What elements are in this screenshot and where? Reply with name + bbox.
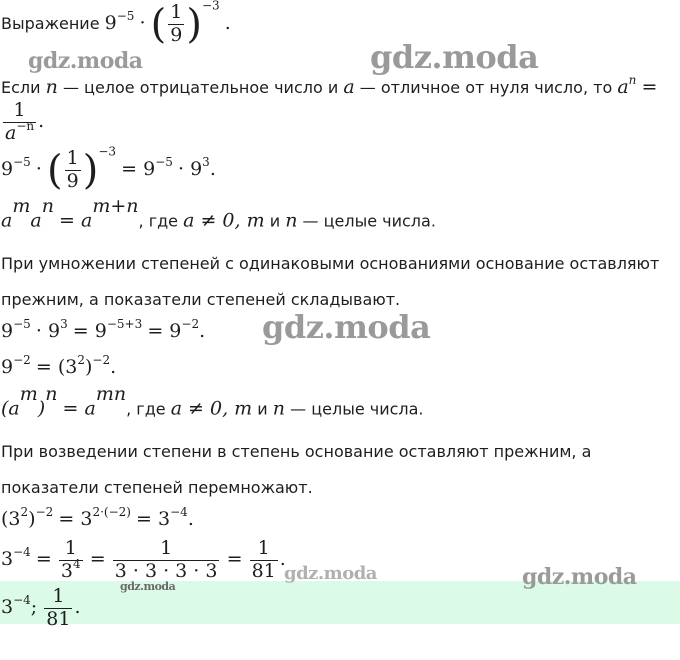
step5-fraction-3 <box>250 538 278 583</box>
step5-f1-den-exp: 4 <box>73 556 81 571</box>
rule3-cond: a ≠ 0, m <box>170 397 253 420</box>
rule3-open: (a <box>1 397 20 420</box>
step2-e4: −2 <box>181 317 200 331</box>
step2-b1: 9 <box>1 320 14 342</box>
step4-eq2: = 3 <box>136 508 171 530</box>
step2-e1: −5 <box>13 317 31 331</box>
step3-line <box>1 353 117 378</box>
rule1-frac-den-base: a <box>5 121 17 144</box>
intro-frac-den: 9 <box>170 23 183 46</box>
step5-b: 3 <box>1 547 14 570</box>
rule1-frac-num: 1 <box>3 100 36 123</box>
step4-end: . <box>187 508 194 530</box>
step4-open: (3 <box>1 508 21 530</box>
step2-eq1: = 9 <box>72 320 107 342</box>
rule1-fraction-line <box>1 100 44 145</box>
rule2-m: m <box>12 195 31 217</box>
answer-frac-num: 1 <box>44 586 72 609</box>
step5-f2-num: 1 <box>113 538 220 561</box>
step3-end: . <box>110 356 117 378</box>
step5-eq2: = <box>89 547 106 570</box>
watermark: gdz.moda <box>284 563 377 584</box>
step2-end: . <box>199 320 206 342</box>
rule3-close: ) <box>37 397 46 420</box>
step2-line <box>1 317 206 342</box>
watermark: gdz.moda <box>262 308 431 346</box>
step5-fraction-2 <box>113 538 220 583</box>
step5-line <box>1 538 286 583</box>
rule3-n: n <box>45 383 58 405</box>
answer-end: . <box>74 595 81 618</box>
rule2-mn: m+n <box>92 195 139 217</box>
rule1-var-n: n <box>45 76 58 98</box>
rule1-frac-den-exp: −n <box>16 118 35 133</box>
answer-fraction <box>44 586 72 631</box>
step1-paren-open: ( <box>47 147 63 194</box>
intro-end: . <box>224 11 231 34</box>
rule2-text: , где <box>138 211 178 231</box>
rule2-cond: a ≠ 0, m <box>183 209 265 232</box>
step4-e2: −2 <box>35 505 54 519</box>
para1-line1: При умножении степеней с одинаковыми основаниями основание оставляют <box>1 254 660 273</box>
answer-line <box>1 586 81 631</box>
step4-close: ) <box>28 508 36 530</box>
step2-e3: −5+3 <box>106 317 143 331</box>
intro-paren-close: ) <box>186 1 202 48</box>
step3-b1: 9 <box>1 356 14 378</box>
step1-exp: −5 <box>13 154 31 169</box>
step1-end: . <box>209 157 216 180</box>
watermark: gdz.moda <box>370 38 539 76</box>
step4-eq1: = 3 <box>58 508 93 530</box>
step5-f1-den: 3 <box>60 559 73 582</box>
intro-fraction <box>168 2 184 47</box>
step3-e3: −2 <box>92 353 111 367</box>
para2-line2: показатели степеней перемножают. <box>1 478 313 497</box>
rule2-n: n <box>41 195 54 217</box>
rule3-mn: mn <box>95 383 127 405</box>
rule1-fraction <box>3 100 36 145</box>
step3-e1: −2 <box>13 353 31 367</box>
answer-sep: ; <box>30 595 38 618</box>
step1-exp2: −3 <box>98 144 117 159</box>
rule2-a2: a <box>30 209 42 232</box>
intro-frac-num: 1 <box>170 1 183 23</box>
step5-f3-den: 81 <box>251 559 276 582</box>
step5-eq3: = <box>226 547 243 570</box>
step2-m1: · 9 <box>35 320 61 342</box>
step1-exp3: −5 <box>155 154 173 169</box>
step4-e1: 2 <box>20 505 29 519</box>
rule3-tail: — целые числа. <box>290 399 424 419</box>
step4-line <box>1 505 194 530</box>
step3-eq: = (3 <box>35 356 78 378</box>
step1-paren-close: ) <box>82 147 99 194</box>
rule2-a1: a <box>1 209 13 232</box>
rule1-text-after: — отличное от нуля число, то <box>359 78 613 97</box>
answer-base: 3 <box>1 595 14 618</box>
rule2-eq: = a <box>59 209 93 232</box>
intro-label: Выражение <box>1 13 100 33</box>
step5-e: −4 <box>13 544 31 559</box>
watermark: gdz.moda <box>120 580 176 593</box>
step5-f3-num: 1 <box>250 538 278 561</box>
watermark: gdz.moda <box>522 564 637 590</box>
step4-e4: −4 <box>170 505 188 519</box>
rule2-tail: — целые числа. <box>302 211 436 231</box>
rule1-text-mid: — целое отрицательное число и <box>62 78 339 97</box>
intro-exp2: −3 <box>201 0 220 13</box>
intro-paren-open: ( <box>150 1 167 48</box>
intro-line <box>1 2 231 47</box>
step2-eq2: = 9 <box>147 320 182 342</box>
watermark: gdz.moda <box>28 48 143 74</box>
para1-line2: прежним, а показатели степеней складывают. <box>1 290 401 309</box>
step5-f2-den: 3 · 3 · 3 · 3 <box>114 559 218 582</box>
rule3-n2: n <box>272 397 286 420</box>
rule1-end: . <box>38 109 45 132</box>
step1-line <box>1 144 216 194</box>
step3-close: ) <box>85 356 93 378</box>
rule3-m: m <box>19 383 38 405</box>
rule3-and: и <box>257 399 268 419</box>
step4-e3: 2·(−2) <box>92 505 131 519</box>
step1-mid: · 9 <box>178 157 203 180</box>
step1-dot: · <box>35 157 42 180</box>
rule1-text-before: Если <box>1 78 41 97</box>
step1-fraction <box>65 148 81 193</box>
step1-eq: = 9 <box>121 157 156 180</box>
rule3-eq: = a <box>62 397 96 420</box>
rule3-line <box>1 383 424 420</box>
rule1-lhs-exp: n <box>628 73 637 87</box>
rule1-lhs-base: a <box>617 76 629 98</box>
step1-frac-num: 1 <box>66 147 79 169</box>
step2-e2: 3 <box>60 317 68 331</box>
step1-frac-den: 9 <box>66 169 79 192</box>
answer-frac-den: 81 <box>46 607 71 630</box>
step3-e2: 2 <box>77 353 85 367</box>
rule2-and: и <box>269 211 281 231</box>
intro-base: 9 <box>104 11 117 34</box>
step5-f1-num: 1 <box>59 538 83 561</box>
rule2-line <box>1 195 436 232</box>
rule1-line <box>1 73 658 98</box>
intro-exp: −5 <box>116 8 135 23</box>
para2-line1: При возведении степени в степень основание оставляют прежним, а <box>1 442 592 461</box>
rule1-var-a: a <box>343 76 355 98</box>
rule3-text: , где <box>126 399 166 419</box>
rule2-n2: n <box>285 209 298 232</box>
step5-eq1: = <box>35 547 52 570</box>
rule1-eq: = <box>641 76 658 98</box>
step5-fraction-1 <box>59 538 83 583</box>
step5-end: . <box>279 547 286 570</box>
answer-exp: −4 <box>13 592 31 607</box>
step1-base: 9 <box>1 157 14 180</box>
step1-exp4: 3 <box>202 154 210 169</box>
intro-dot: · <box>139 11 146 34</box>
